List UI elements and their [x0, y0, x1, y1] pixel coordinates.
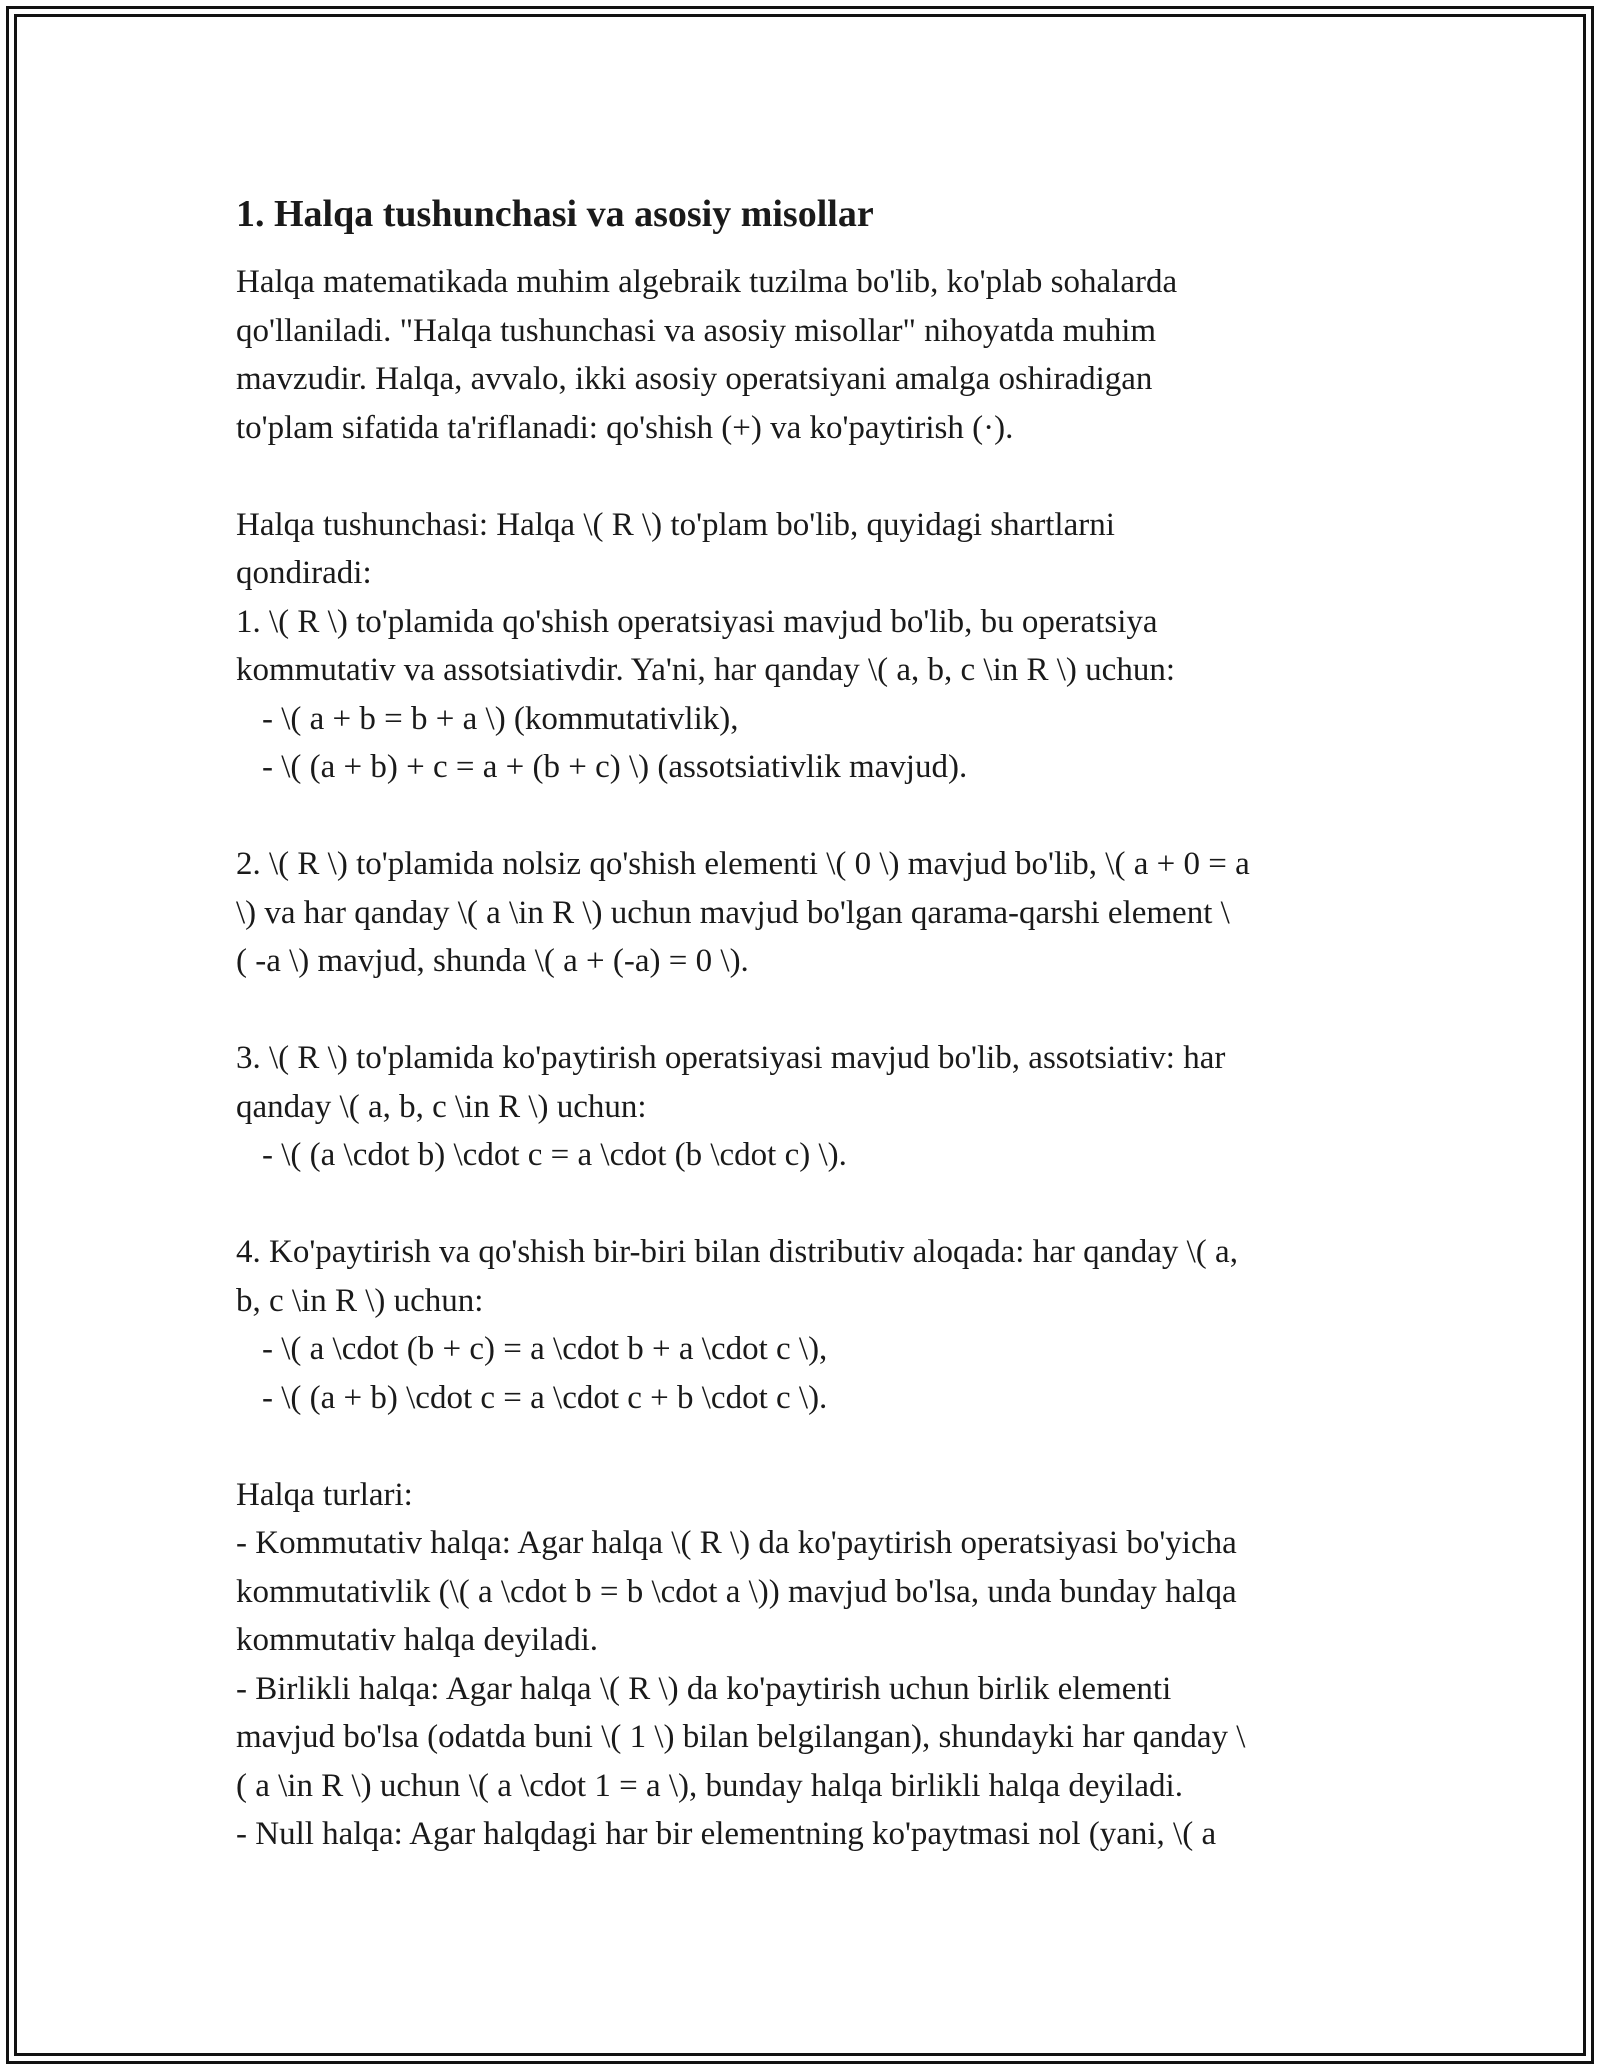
text-line: 1. \( R \) to'plamida qo'shish operatsiyasi mavjud bo'lib, bu operatsiya [236, 603, 1158, 640]
text-line: 4. Ko'paytirish va qo'shish bir-biri bilan distributiv aloqada: har qanday \( a, [236, 1234, 1238, 1270]
document-title: 1. Halqa tushunchasi va asosiy misollar [236, 193, 874, 235]
blank-line [236, 1180, 1376, 1229]
list-item-line: - \( (a + b) \cdot c = a \cdot c + b \cdot c \). [262, 1379, 828, 1416]
text-line: Halqa tushunchasi: Halqa \( R \) to'plam bo'lib, quyidagi shartlarni [236, 506, 1115, 543]
text-line: kommutativlik (\( a \cdot b = b \cdot a \)) mavjud bo'lsa, unda bunday halqa [236, 1573, 1237, 1610]
text-line: 3. \( R \) to'plamida ko'paytirish operatsiyasi mavjud bo'lib, assotsiativ: har [236, 1040, 1226, 1076]
text-line: kommutativ halqa deyiladi. [236, 1622, 599, 1658]
text-line: 2. \( R \) to'plamida nolsiz qo'shish elementi \( 0 \) mavjud bo'lib, \( a + 0 = a [236, 846, 1250, 882]
blank-line [236, 986, 1376, 1035]
text-line: - Birlikli halqa: Agar halqa \( R \) da ko'paytirish uchun birlik elementi [236, 1670, 1172, 1707]
text-line: qo'llaniladi. "Halqa tushunchasi va asosiy misollar" nihoyatda muhim [236, 312, 1157, 349]
text-line: ( -a \) mavjud, shunda \( a + (-a) = 0 \). [236, 943, 749, 979]
text-line: Halqa turlari: [236, 1476, 413, 1513]
text-line: - Kommutativ halqa: Agar halqa \( R \) da ko'paytirish operatsiyasi bo'yicha [236, 1525, 1237, 1561]
text-line: qanday \( a, b, c \in R \) uchun: [236, 1088, 647, 1125]
document-text [236, 258, 1376, 1859]
blank-line [236, 452, 1376, 501]
text-line: ( a \in R \) uchun \( a \cdot 1 = a \), bunday halqa birlikli halqa deyiladi. [236, 1767, 1183, 1804]
blank-line [236, 1422, 1376, 1471]
text-line: \) va har qanday \( a \in R \) uchun mavjud bo'lgan qarama-qarshi element \ [236, 894, 1230, 931]
list-item-line: - \( a \cdot (b + c) = a \cdot b + a \cdot c \), [262, 1331, 828, 1367]
list-item-line: - \( (a \cdot b) \cdot c = a \cdot (b \cdot c) \). [262, 1137, 847, 1173]
text-line: - Null halqa: Agar halqdagi har bir elementning ko'paytmasi nol (yani, \( a [236, 1816, 1217, 1852]
text-line: kommutativ va assotsiativdir. Ya'ni, har qanday \( a, b, c \in R \) uchun: [236, 652, 1175, 688]
text-line: b, c \in R \) uchun: [236, 1282, 484, 1319]
text-line: mavjud bo'lsa (odatda buni \( 1 \) bilan belgilangan), shundayki har qanday \ [236, 1719, 1246, 1755]
document-body [236, 186, 1376, 1859]
text-line: to'plam sifatida ta'riflanadi: qo'shish (+) va ko'paytirish (·). [236, 409, 1014, 446]
text-line: qondiradi: [236, 555, 372, 591]
text-line: Halqa matematikada muhim algebraik tuzilma bo'lib, ko'plab sohalarda [236, 264, 1178, 300]
blank-line [236, 792, 1376, 841]
list-item-line: - \( (a + b) + c = a + (b + c) \) (assotsiativlik mavjud). [262, 749, 968, 785]
list-item-line: - \( a + b = b + a \) (kommutativlik), [262, 700, 739, 737]
text-line: mavzudir. Halqa, avvalo, ikki asosiy operatsiyani amalga oshiradigan [236, 361, 1153, 397]
